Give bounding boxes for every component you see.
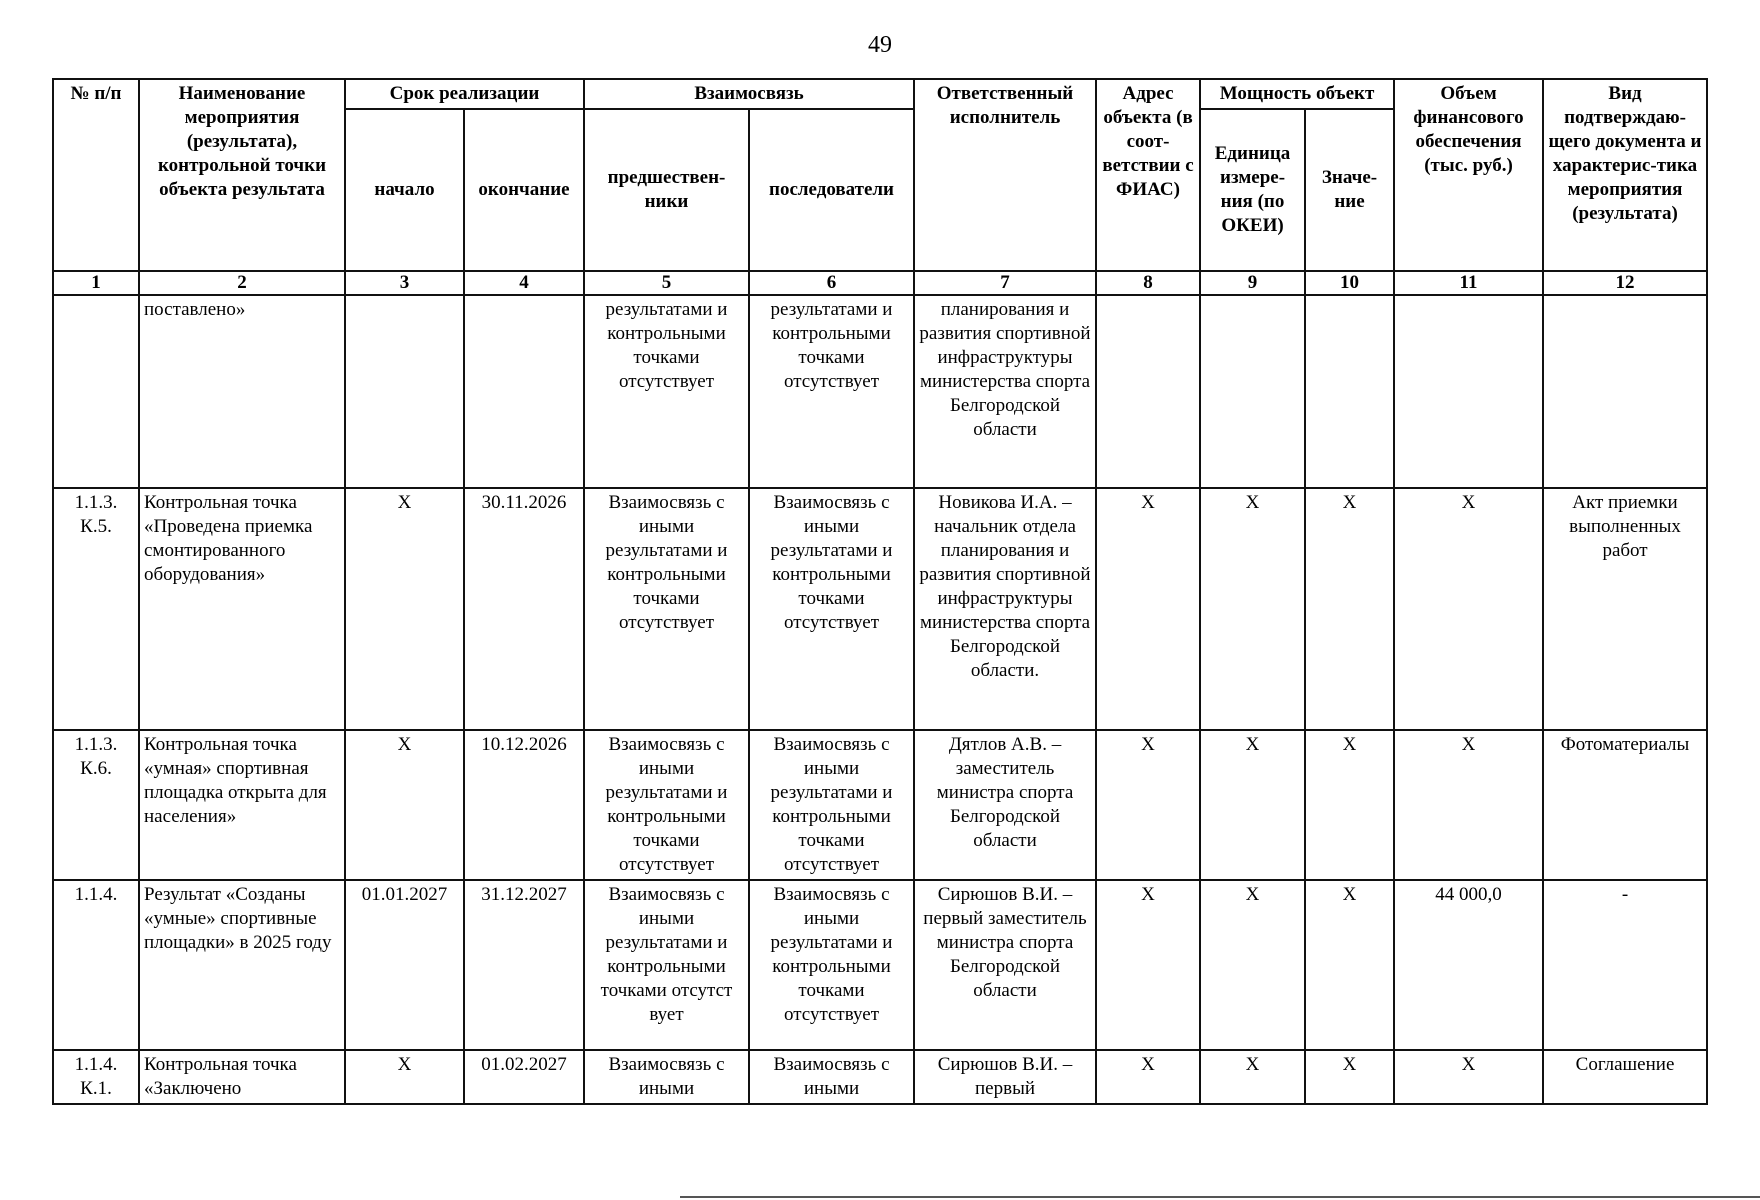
column-number: 10 bbox=[1305, 271, 1394, 295]
cell-start: Х bbox=[345, 730, 464, 880]
header-financing: Объем финансового обеспечения (тыс. руб.) bbox=[1394, 79, 1543, 271]
cell-name: поставлено» bbox=[139, 295, 345, 488]
cell-successors: Взаимосвязь с иными bbox=[749, 1050, 914, 1104]
cell-financing: Х bbox=[1394, 488, 1543, 730]
cell-responsible: планирования и развития спортивной инфраструктуры министерства спорта Белгородской области bbox=[914, 295, 1096, 488]
cell-address: Х bbox=[1096, 1050, 1200, 1104]
cell-predecessors: Взаимосвязь с иными результатами и контрольными точками отсутст вует bbox=[584, 880, 749, 1050]
column-number: 12 bbox=[1543, 271, 1707, 295]
header-responsible: Ответственный исполнитель bbox=[914, 79, 1096, 271]
cell-document: Акт приемки выполненных работ bbox=[1543, 488, 1707, 730]
column-number: 3 bbox=[345, 271, 464, 295]
cell-start bbox=[345, 295, 464, 488]
column-number: 7 bbox=[914, 271, 1096, 295]
cell-num: 1.1.4. К.1. bbox=[53, 1050, 139, 1104]
header-address: Адрес объекта (в соот-ветствии с ФИАС) bbox=[1096, 79, 1200, 271]
plan-table bbox=[52, 78, 1708, 1105]
cell-financing: 44 000,0 bbox=[1394, 880, 1543, 1050]
cell-end: 31.12.2027 bbox=[464, 880, 584, 1050]
cell-document: - bbox=[1543, 880, 1707, 1050]
cell-financing: Х bbox=[1394, 1050, 1543, 1104]
cell-responsible: Сирюшов В.И. – первый bbox=[914, 1050, 1096, 1104]
cell-end bbox=[464, 295, 584, 488]
cell-address: Х bbox=[1096, 488, 1200, 730]
column-number: 1 bbox=[53, 271, 139, 295]
header-document: Вид подтверждаю-щего документа и характерис-тика мероприятия (результата) bbox=[1543, 79, 1707, 271]
page-number: 49 bbox=[868, 32, 892, 58]
cell-document bbox=[1543, 295, 1707, 488]
table-body bbox=[53, 295, 1707, 1104]
cell-unit: Х bbox=[1200, 880, 1305, 1050]
header-successors: последователи bbox=[749, 109, 914, 271]
header-predecessors: предшествен-ники bbox=[584, 109, 749, 271]
cell-document: Соглашение bbox=[1543, 1050, 1707, 1104]
cell-responsible: Дятлов А.В. – заместитель министра спорта Белгородской области bbox=[914, 730, 1096, 880]
cell-predecessors: Взаимосвязь с иными bbox=[584, 1050, 749, 1104]
column-number: 5 bbox=[584, 271, 749, 295]
header-num: № п/п bbox=[53, 79, 139, 271]
cell-successors: Взаимосвязь с иными результатами и контрольными точками отсутствует bbox=[749, 880, 914, 1050]
cell-end: 10.12.2026 bbox=[464, 730, 584, 880]
cell-start: Х bbox=[345, 1050, 464, 1104]
cell-unit: Х bbox=[1200, 1050, 1305, 1104]
cell-value: Х bbox=[1305, 488, 1394, 730]
cell-predecessors: Взаимосвязь с иными результатами и контрольными точками отсутствует bbox=[584, 730, 749, 880]
cell-name: Контрольная точка «умная» спортивная площадка открыта для населения» bbox=[139, 730, 345, 880]
cell-end: 30.11.2026 bbox=[464, 488, 584, 730]
column-number: 6 bbox=[749, 271, 914, 295]
cell-name: Контрольная точка «Проведена приемка смонтированного оборудования» bbox=[139, 488, 345, 730]
cell-address: Х bbox=[1096, 730, 1200, 880]
cell-unit: Х bbox=[1200, 488, 1305, 730]
cell-value: Х bbox=[1305, 1050, 1394, 1104]
cell-financing: Х bbox=[1394, 730, 1543, 880]
cell-unit: Х bbox=[1200, 730, 1305, 880]
column-number: 4 bbox=[464, 271, 584, 295]
cell-predecessors: результатами и контрольными точками отсутствует bbox=[584, 295, 749, 488]
cell-address bbox=[1096, 295, 1200, 488]
table-row bbox=[53, 295, 1707, 488]
table-row bbox=[53, 880, 1707, 1050]
header-end: окончание bbox=[464, 109, 584, 271]
header-term-group: Срок реализации bbox=[345, 79, 584, 109]
table-row bbox=[53, 1050, 1707, 1104]
column-number: 2 bbox=[139, 271, 345, 295]
header-unit: Единица измере-ния (по ОКЕИ) bbox=[1200, 109, 1305, 271]
column-number-row bbox=[53, 271, 1707, 295]
header-name: Наименование мероприятия (результата), контрольной точки объекта результата bbox=[139, 79, 345, 271]
cell-successors: Взаимосвязь с иными результатами и контрольными точками отсутствует bbox=[749, 730, 914, 880]
cell-value bbox=[1305, 295, 1394, 488]
cell-value: Х bbox=[1305, 730, 1394, 880]
header-capacity-group: Мощность объект bbox=[1200, 79, 1394, 109]
header-start: начало bbox=[345, 109, 464, 271]
cell-successors: результатами и контрольными точками отсутствует bbox=[749, 295, 914, 488]
cell-name: Контрольная точка «Заключено bbox=[139, 1050, 345, 1104]
cell-address: Х bbox=[1096, 880, 1200, 1050]
page-edge-line bbox=[680, 1196, 1760, 1198]
cell-unit bbox=[1200, 295, 1305, 488]
cell-end: 01.02.2027 bbox=[464, 1050, 584, 1104]
cell-successors: Взаимосвязь с иными результатами и контрольными точками отсутствует bbox=[749, 488, 914, 730]
header-value: Значе-ние bbox=[1305, 109, 1394, 271]
cell-responsible: Новикова И.А. – начальник отдела планирования и развития спортивной инфраструктуры министерства спорта Белгородской области. bbox=[914, 488, 1096, 730]
table-row bbox=[53, 730, 1707, 880]
cell-name: Результат «Созданы «умные» спортивные площадки» в 2025 году bbox=[139, 880, 345, 1050]
cell-num bbox=[53, 295, 139, 488]
cell-value: Х bbox=[1305, 880, 1394, 1050]
header-link-group: Взаимосвязь bbox=[584, 79, 914, 109]
column-number: 8 bbox=[1096, 271, 1200, 295]
cell-num: 1.1.4. bbox=[53, 880, 139, 1050]
cell-responsible: Сирюшов В.И. – первый заместитель министра спорта Белгородской области bbox=[914, 880, 1096, 1050]
table-header bbox=[53, 79, 1707, 295]
column-number: 11 bbox=[1394, 271, 1543, 295]
cell-financing bbox=[1394, 295, 1543, 488]
cell-start: 01.01.2027 bbox=[345, 880, 464, 1050]
cell-num: 1.1.3. К.6. bbox=[53, 730, 139, 880]
cell-num: 1.1.3. К.5. bbox=[53, 488, 139, 730]
table-row bbox=[53, 488, 1707, 730]
cell-document: Фотоматериалы bbox=[1543, 730, 1707, 880]
cell-start: Х bbox=[345, 488, 464, 730]
column-number: 9 bbox=[1200, 271, 1305, 295]
cell-predecessors: Взаимосвязь с иными результатами и контрольными точками отсутствует bbox=[584, 488, 749, 730]
